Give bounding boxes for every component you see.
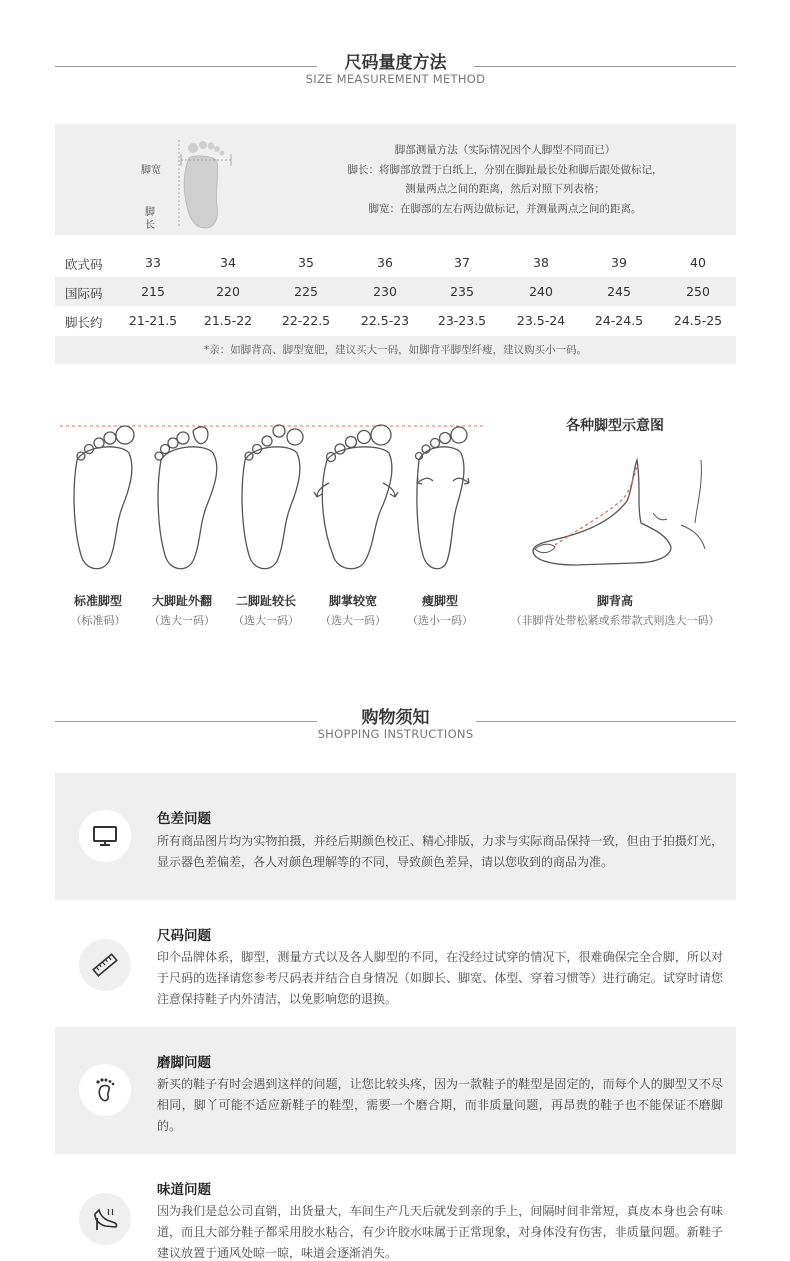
foot-length-label: 脚长	[145, 207, 155, 231]
bunion-foot-icon	[158, 447, 217, 569]
notice-title: 味道问题	[157, 1182, 211, 1198]
notice-smell	[55, 1154, 736, 1261]
table-cell: 35	[298, 255, 314, 270]
foot-outline-icon	[143, 132, 243, 232]
foot-type-label: 标准脚型	[73, 594, 122, 608]
foot-width-label: 脚宽	[141, 165, 161, 176]
shop-section-title: 购物须知	[361, 708, 430, 728]
foot-type-hint: （选小一码）	[407, 614, 473, 627]
foot-type-hint: （选大一码）	[233, 614, 299, 627]
foot-type-hint: （选大一码）	[320, 614, 386, 627]
table-cell: 23.5-24	[516, 313, 566, 328]
foot-types-title: 各种脚型示意图	[566, 418, 664, 434]
foot-types-panel	[55, 405, 736, 645]
row-label: 脚长约	[65, 315, 103, 330]
slim-foot-icon	[417, 447, 464, 569]
size-section-header	[55, 48, 736, 98]
table-cell: 21.5-22	[203, 313, 253, 328]
notice-color-difference	[55, 773, 736, 900]
table-cell: 37	[454, 255, 470, 270]
table-cell: 230	[373, 284, 397, 299]
foot-type-label: 脚掌较宽	[328, 594, 377, 608]
table-cell: 22-22.5	[281, 313, 331, 328]
size-advice-note: *亲：如脚背高、脚型宽肥，建议买大一码，如脚背平脚型纤瘦，建议购买小一码。	[55, 336, 736, 364]
table-cell: 33	[145, 255, 161, 270]
table-row-foot-length	[55, 306, 736, 335]
table-cell: 24.5-25	[673, 313, 723, 328]
high-arch-label: 脚背高	[596, 594, 633, 608]
table-cell: 215	[141, 284, 165, 299]
table-cell: 39	[611, 255, 627, 270]
notice-size	[55, 900, 736, 1027]
notice-text: 因为我们是总公司直销，出货量大，车间生产几天后就发到亲的手上，间隔时间非常短，真皮本身也会有味道，而且大部分鞋子都采用胶水粘合，有少许胶水味属于正常现象，对身体没有伤害，非质量问题。新鞋子建议放置于通风处晾一晾，味道会逐渐消失。	[157, 1204, 723, 1260]
notice-text: 所有商品图片均为实物拍摄，并经后期颜色校正、精心排版，力求与实际商品保持一致，但由于拍摄灯光，显示器色差偏差，各人对颜色理解等的不同，导致颜色差异，请以您收到的商品为准。	[157, 834, 723, 869]
table-cell: 22.5-23	[360, 313, 410, 328]
measure-line: 脚部测量方法（实际情况因个人脚型不同而已）	[394, 144, 616, 156]
notice-text: 印个品牌体系，脚型，测量方式以及各人脚型的不同，在没经过试穿的情况下，很难确保完全合脚，所以对于尺码的选择请您参考尺码表并结合自身情况（如脚长、脚宽、体型、穿着习惯等）进行确定。试穿时请您注意保持鞋子内外清洁，以免影响您的退换。	[157, 950, 723, 1006]
measure-line: 脚宽：在脚部的左右两边做标记，并测量两点之间的距离。	[368, 202, 642, 215]
table-cell: 23-23.5	[437, 313, 487, 328]
monitor-icon	[79, 810, 131, 862]
table-cell: 34	[220, 255, 236, 270]
measurement-instructions	[285, 141, 725, 219]
foot-type-hint: （标准码）	[70, 614, 126, 627]
table-row-eu	[55, 248, 736, 277]
foot-type-label: 大脚趾外翻	[151, 594, 212, 608]
table-cell: 21-21.5	[128, 313, 178, 328]
high-heel-icon	[79, 1193, 131, 1245]
table-cell: 38	[533, 255, 549, 270]
measurement-box	[55, 124, 736, 235]
notice-title: 磨脚问题	[157, 1055, 211, 1071]
measure-line: 测量两点之间的距离，然后对照下列表格；	[405, 183, 605, 195]
size-table	[55, 248, 736, 335]
notice-title: 色差问题	[157, 811, 211, 827]
foot-type-label: 瘦脚型	[421, 594, 458, 608]
table-cell: 225	[294, 284, 318, 299]
table-cell: 40	[690, 255, 706, 270]
table-cell: 36	[377, 255, 393, 270]
table-cell: 250	[686, 284, 710, 299]
table-cell: 245	[607, 284, 631, 299]
foot-type-label: 二脚趾较长	[235, 594, 296, 608]
size-section-title: 尺码量度方法	[344, 53, 447, 73]
notice-text: 新买的鞋子有时会遇到这样的问题，让您比较头疼，因为一款鞋子的鞋型是固定的，而每个人的脚型又不尽相同，脚丫可能不适应新鞋子的鞋型，需要一个磨合期，而非质量问题，再昂贵的鞋子也不能保证不磨脚的。	[157, 1077, 723, 1133]
measure-line: 脚长：将脚部放置于白纸上，分别在脚趾最长处和脚后跟处做标记，	[347, 163, 663, 176]
row-label: 欧式码	[65, 257, 103, 272]
table-row-intl	[55, 277, 736, 306]
table-cell: 235	[450, 284, 474, 299]
notice-rubbing	[55, 1027, 736, 1154]
ruler-icon	[79, 939, 131, 991]
wide-foot-icon	[322, 447, 392, 569]
foot-type-hint: （选大一码）	[149, 614, 215, 627]
shop-section-subtitle: SHOPPING INSTRUCTIONS	[317, 727, 474, 741]
long-second-toe-foot-icon	[242, 447, 300, 569]
size-section-subtitle: SIZE MEASUREMENT METHOD	[305, 72, 486, 86]
row-label: 国际码	[65, 286, 103, 301]
table-cell: 24-24.5	[594, 313, 644, 328]
table-cell: 220	[216, 284, 240, 299]
high-arch-hint: （非脚背处带松紧或系带款式则选大一码）	[510, 614, 720, 627]
footprint-icon	[79, 1064, 131, 1116]
shop-section-header	[55, 703, 736, 753]
foot-measure-illustration	[143, 132, 243, 232]
standard-foot-icon	[74, 447, 132, 569]
table-cell: 240	[529, 284, 553, 299]
notice-title: 尺码问题	[157, 928, 211, 944]
